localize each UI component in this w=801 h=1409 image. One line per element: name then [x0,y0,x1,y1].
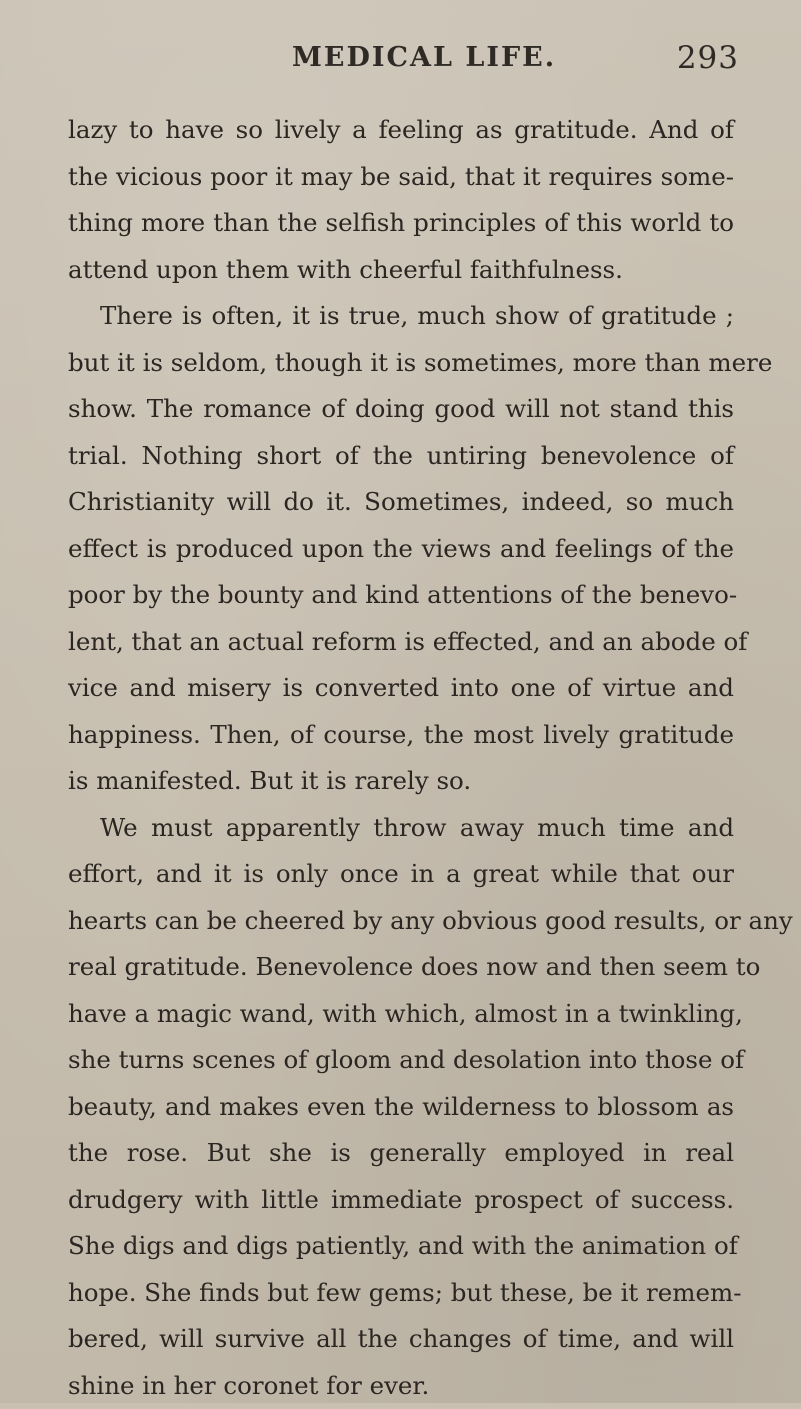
text-line: effort, and it is only once in a great while that our [68,851,734,898]
text-line: trial. Nothing short of the untiring benevolence of [68,433,734,480]
text-line: beauty, and makes even the wilderness to blossom as [68,1084,734,1131]
text-line: attend upon them with cheerful faithfulness. [68,247,734,294]
text-line: the rose. But she is generally employed in real [68,1130,734,1177]
text-line: is manifested. But it is rarely so. [68,758,734,805]
text-line: bered, will survive all the changes of time, and will [68,1316,734,1363]
text-line: shine in her coronet for ever. [68,1363,734,1409]
text-line: show. The romance of doing good will not stand this [68,386,734,433]
page-header [0,42,801,82]
text-line: effect is produced upon the views and feelings of the [68,526,734,573]
text-line: hearts can be cheered by any obvious good results, or any [68,898,734,945]
text-line: real gratitude. Benevolence does now and then seem to [68,944,734,991]
text-line: happiness. Then, of course, the most lively gratitude [68,712,734,759]
running-title: MEDICAL LIFE. [292,42,556,73]
body-text [68,107,734,1409]
text-line: She digs and digs patiently, and with the animation of [68,1223,734,1270]
text-line: thing more than the selfish principles of this world to [68,200,734,247]
text-line: poor by the bounty and kind attentions of the benevo- [68,572,734,619]
text-line: the vicious poor it may be said, that it requires some- [68,154,734,201]
text-line: lent, that an actual reform is effected, and an abode of [68,619,734,666]
text-line: hope. She finds but few gems; but these, be it remem- [68,1270,734,1317]
text-line: drudgery with little immediate prospect of success. [68,1177,734,1224]
text-line: Christianity will do it. Sometimes, indeed, so much [68,479,734,526]
text-line: she turns scenes of gloom and desolation into those of [68,1037,734,1084]
text-line: There is often, it is true, much show of gratitude ; [68,293,734,340]
page-number: 293 [677,40,739,76]
text-line: have a magic wand, with which, almost in a twinkling, [68,991,734,1038]
text-line: vice and misery is converted into one of virtue and [68,665,734,712]
text-line: We must apparently throw away much time and [68,805,734,852]
text-line: but it is seldom, though it is sometimes, more than mere [68,340,734,387]
text-line: lazy to have so lively a feeling as gratitude. And of [68,107,734,154]
